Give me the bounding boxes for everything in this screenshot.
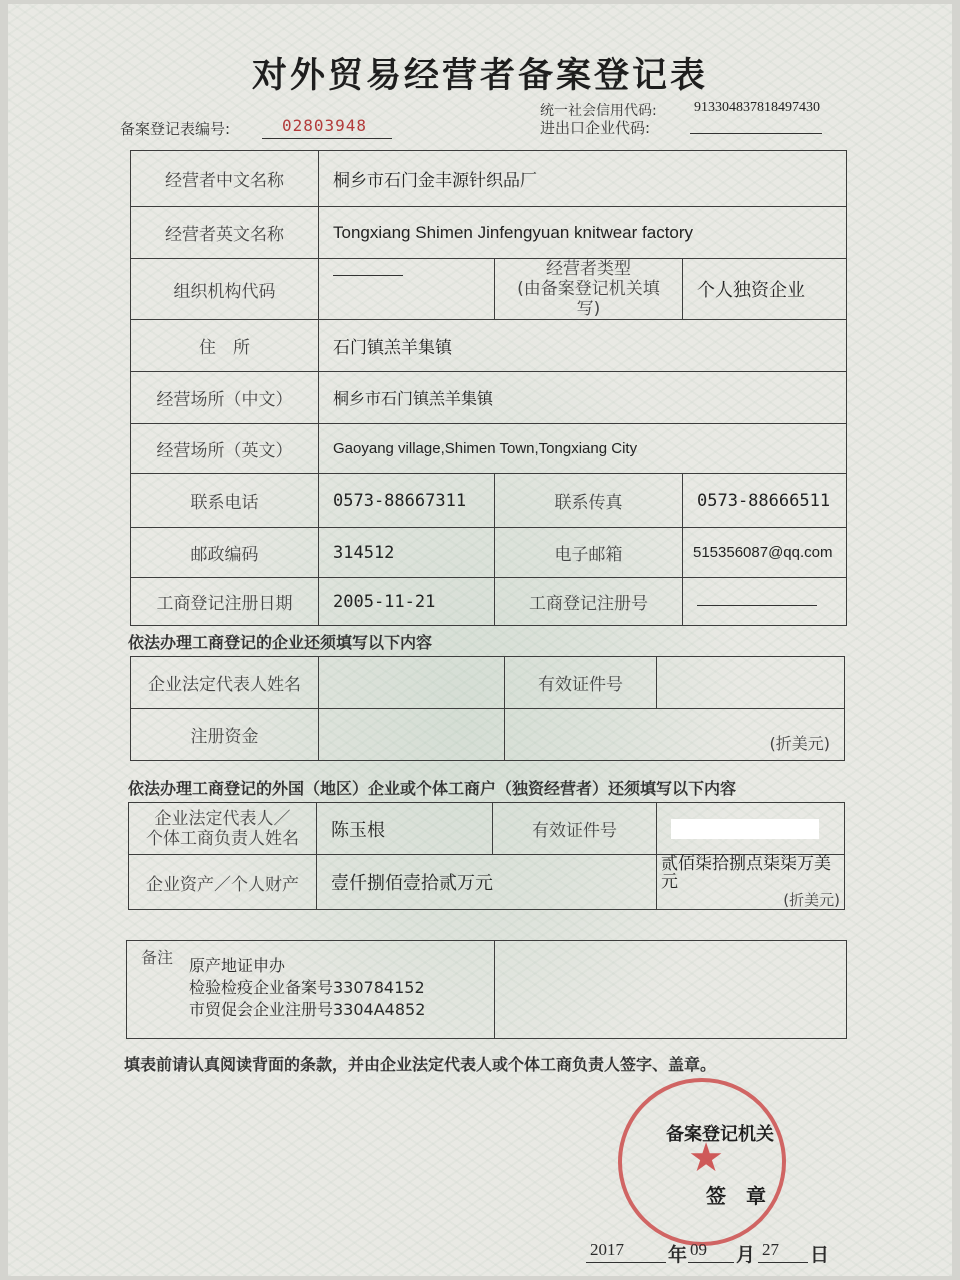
date-day: 27 <box>762 1240 779 1259</box>
row-capital <box>131 709 845 761</box>
postcode-value: 314512 <box>319 528 495 578</box>
capital-value <box>319 709 505 761</box>
month-unit: 月 <box>736 1244 756 1266</box>
place-cn-label: 经营场所（中文） <box>131 372 319 424</box>
org-code-blank <box>333 275 403 276</box>
type-label-line2: (由备案登记机关填写) <box>517 279 660 319</box>
row-org-code <box>131 259 847 320</box>
row-reg-date <box>131 578 847 626</box>
seal-label: 签 章 <box>706 1184 766 1208</box>
row-cn-name <box>131 151 847 207</box>
day-unit: 日 <box>810 1244 830 1266</box>
reg-date-label: 工商登记注册日期 <box>131 578 319 626</box>
row-place-cn <box>131 372 847 424</box>
org-code-label: 组织机构代码 <box>131 259 319 320</box>
en-name-value: Tongxiang Shimen Jinfengyuan knitwear factory <box>319 207 847 259</box>
assets-usd-value: 贰佰柒拾捌点柒柒万美元 <box>661 854 831 892</box>
place-en-label: 经营场所（英文） <box>131 424 319 474</box>
reg-no-underline <box>262 138 392 139</box>
row-legal-rep <box>131 657 845 709</box>
remarks-cell <box>127 941 495 1039</box>
email-value: 515356087@qq.com <box>683 528 847 578</box>
ie-code-label: 进出口企业代码: <box>540 119 651 137</box>
company-reg-no-value <box>683 578 847 626</box>
type-value: 个人独资企业 <box>683 259 847 320</box>
year-unit: 年 <box>668 1244 688 1266</box>
phone-label: 联系电话 <box>131 474 319 528</box>
residence-value: 石门镇羔羊集镇 <box>319 320 847 372</box>
rep-value: 陈玉根 <box>317 803 493 855</box>
type-label-line1: 经营者类型 <box>546 259 631 279</box>
legal-rep-label: 企业法定代表人姓名 <box>131 657 319 709</box>
remarks-lines <box>141 947 480 1021</box>
rep-label-line2: 个体工商负责人姓名 <box>146 828 299 849</box>
form-title: 对外贸易经营者备案登记表 <box>251 56 708 96</box>
credit-code-value: 913304837818497430 <box>694 100 820 115</box>
remarks-label: 备注 <box>141 948 174 967</box>
company-reg-no-label: 工商登记注册号 <box>495 578 683 626</box>
redacted-id <box>671 819 819 839</box>
capital-label: 注册资金 <box>131 709 319 761</box>
rep-label <box>129 803 317 855</box>
main-info-table <box>130 150 847 626</box>
ie-code-blank <box>690 133 822 134</box>
phone-value: 0573-88667311 <box>319 474 495 528</box>
section1-table <box>130 656 845 761</box>
row-phone <box>131 474 847 528</box>
cn-name-label: 经营者中文名称 <box>131 151 319 207</box>
capital-unit: (折美元) <box>505 709 845 761</box>
reg-no-label: 备案登记表编号: <box>120 120 231 138</box>
remarks-line-3: 市贸促会企业注册号3304A4852 <box>189 1000 426 1019</box>
assets-label: 企业资产／个人财产 <box>129 855 317 910</box>
reg-date-value: 2005-11-21 <box>319 578 495 626</box>
org-code-value <box>319 259 495 320</box>
reg-no-value: 02803948 <box>282 116 368 135</box>
remarks-table <box>126 940 847 1039</box>
type-label <box>495 259 683 320</box>
date-month: 09 <box>690 1240 707 1259</box>
residence-label: 住 所 <box>131 320 319 372</box>
s2-id-value <box>657 803 845 855</box>
date-year: 2017 <box>590 1240 624 1259</box>
assets-usd-unit: (折美元) <box>783 891 840 909</box>
month-underline <box>688 1262 734 1263</box>
seal-star-icon: ★ <box>688 1135 724 1181</box>
row-place-en <box>131 424 847 474</box>
remarks-line-2: 检验检疫企业备案号330784152 <box>189 978 425 997</box>
fax-value: 0573-88666511 <box>683 474 847 528</box>
remarks-block <box>141 947 480 1021</box>
row-remarks <box>127 941 847 1039</box>
assets-usd-cell <box>657 855 845 910</box>
company-reg-no-blank <box>697 605 817 606</box>
remarks-line-1: 原产地证申办 <box>189 956 286 975</box>
day-underline <box>758 1262 808 1263</box>
row-assets <box>129 855 845 910</box>
remarks-right-cell <box>495 941 847 1039</box>
email-label: 电子邮箱 <box>495 528 683 578</box>
cn-name-value: 桐乡市石门金丰源针织品厂 <box>319 151 847 207</box>
year-underline <box>586 1262 666 1263</box>
place-cn-value: 桐乡市石门镇羔羊集镇 <box>319 372 847 424</box>
row-rep <box>129 803 845 855</box>
credit-code-label: 统一社会信用代码: <box>540 103 657 119</box>
official-seal <box>618 1078 786 1246</box>
en-name-label: 经营者英文名称 <box>131 207 319 259</box>
postcode-label: 邮政编码 <box>131 528 319 578</box>
rep-label-line1: 企业法定代表人／ <box>154 808 291 829</box>
place-en-value: Gaoyang village,Shimen Town,Tongxiang City <box>319 424 847 474</box>
s2-id-label: 有效证件号 <box>493 803 657 855</box>
legal-rep-value <box>319 657 505 709</box>
row-residence <box>131 320 847 372</box>
row-postcode <box>131 528 847 578</box>
assets-value: 壹仟捌佰壹拾贰万元 <box>317 855 657 910</box>
row-en-name <box>131 207 847 259</box>
authority-label: 备案登记机关 <box>666 1124 774 1145</box>
footer-notice: 填表前请认真阅读背面的条款，并由企业法定代表人或个体工商负责人签字、盖章。 <box>124 1055 717 1074</box>
s1-id-label: 有效证件号 <box>505 657 657 709</box>
section1-heading: 依法办理工商登记的企业还须填写以下内容 <box>128 633 433 652</box>
fax-label: 联系传真 <box>495 474 683 528</box>
section2-heading: 依法办理工商登记的外国（地区）企业或个体工商户（独资经营者）还须填写以下内容 <box>128 779 737 798</box>
section2-table <box>128 802 845 910</box>
s1-id-value <box>657 657 845 709</box>
